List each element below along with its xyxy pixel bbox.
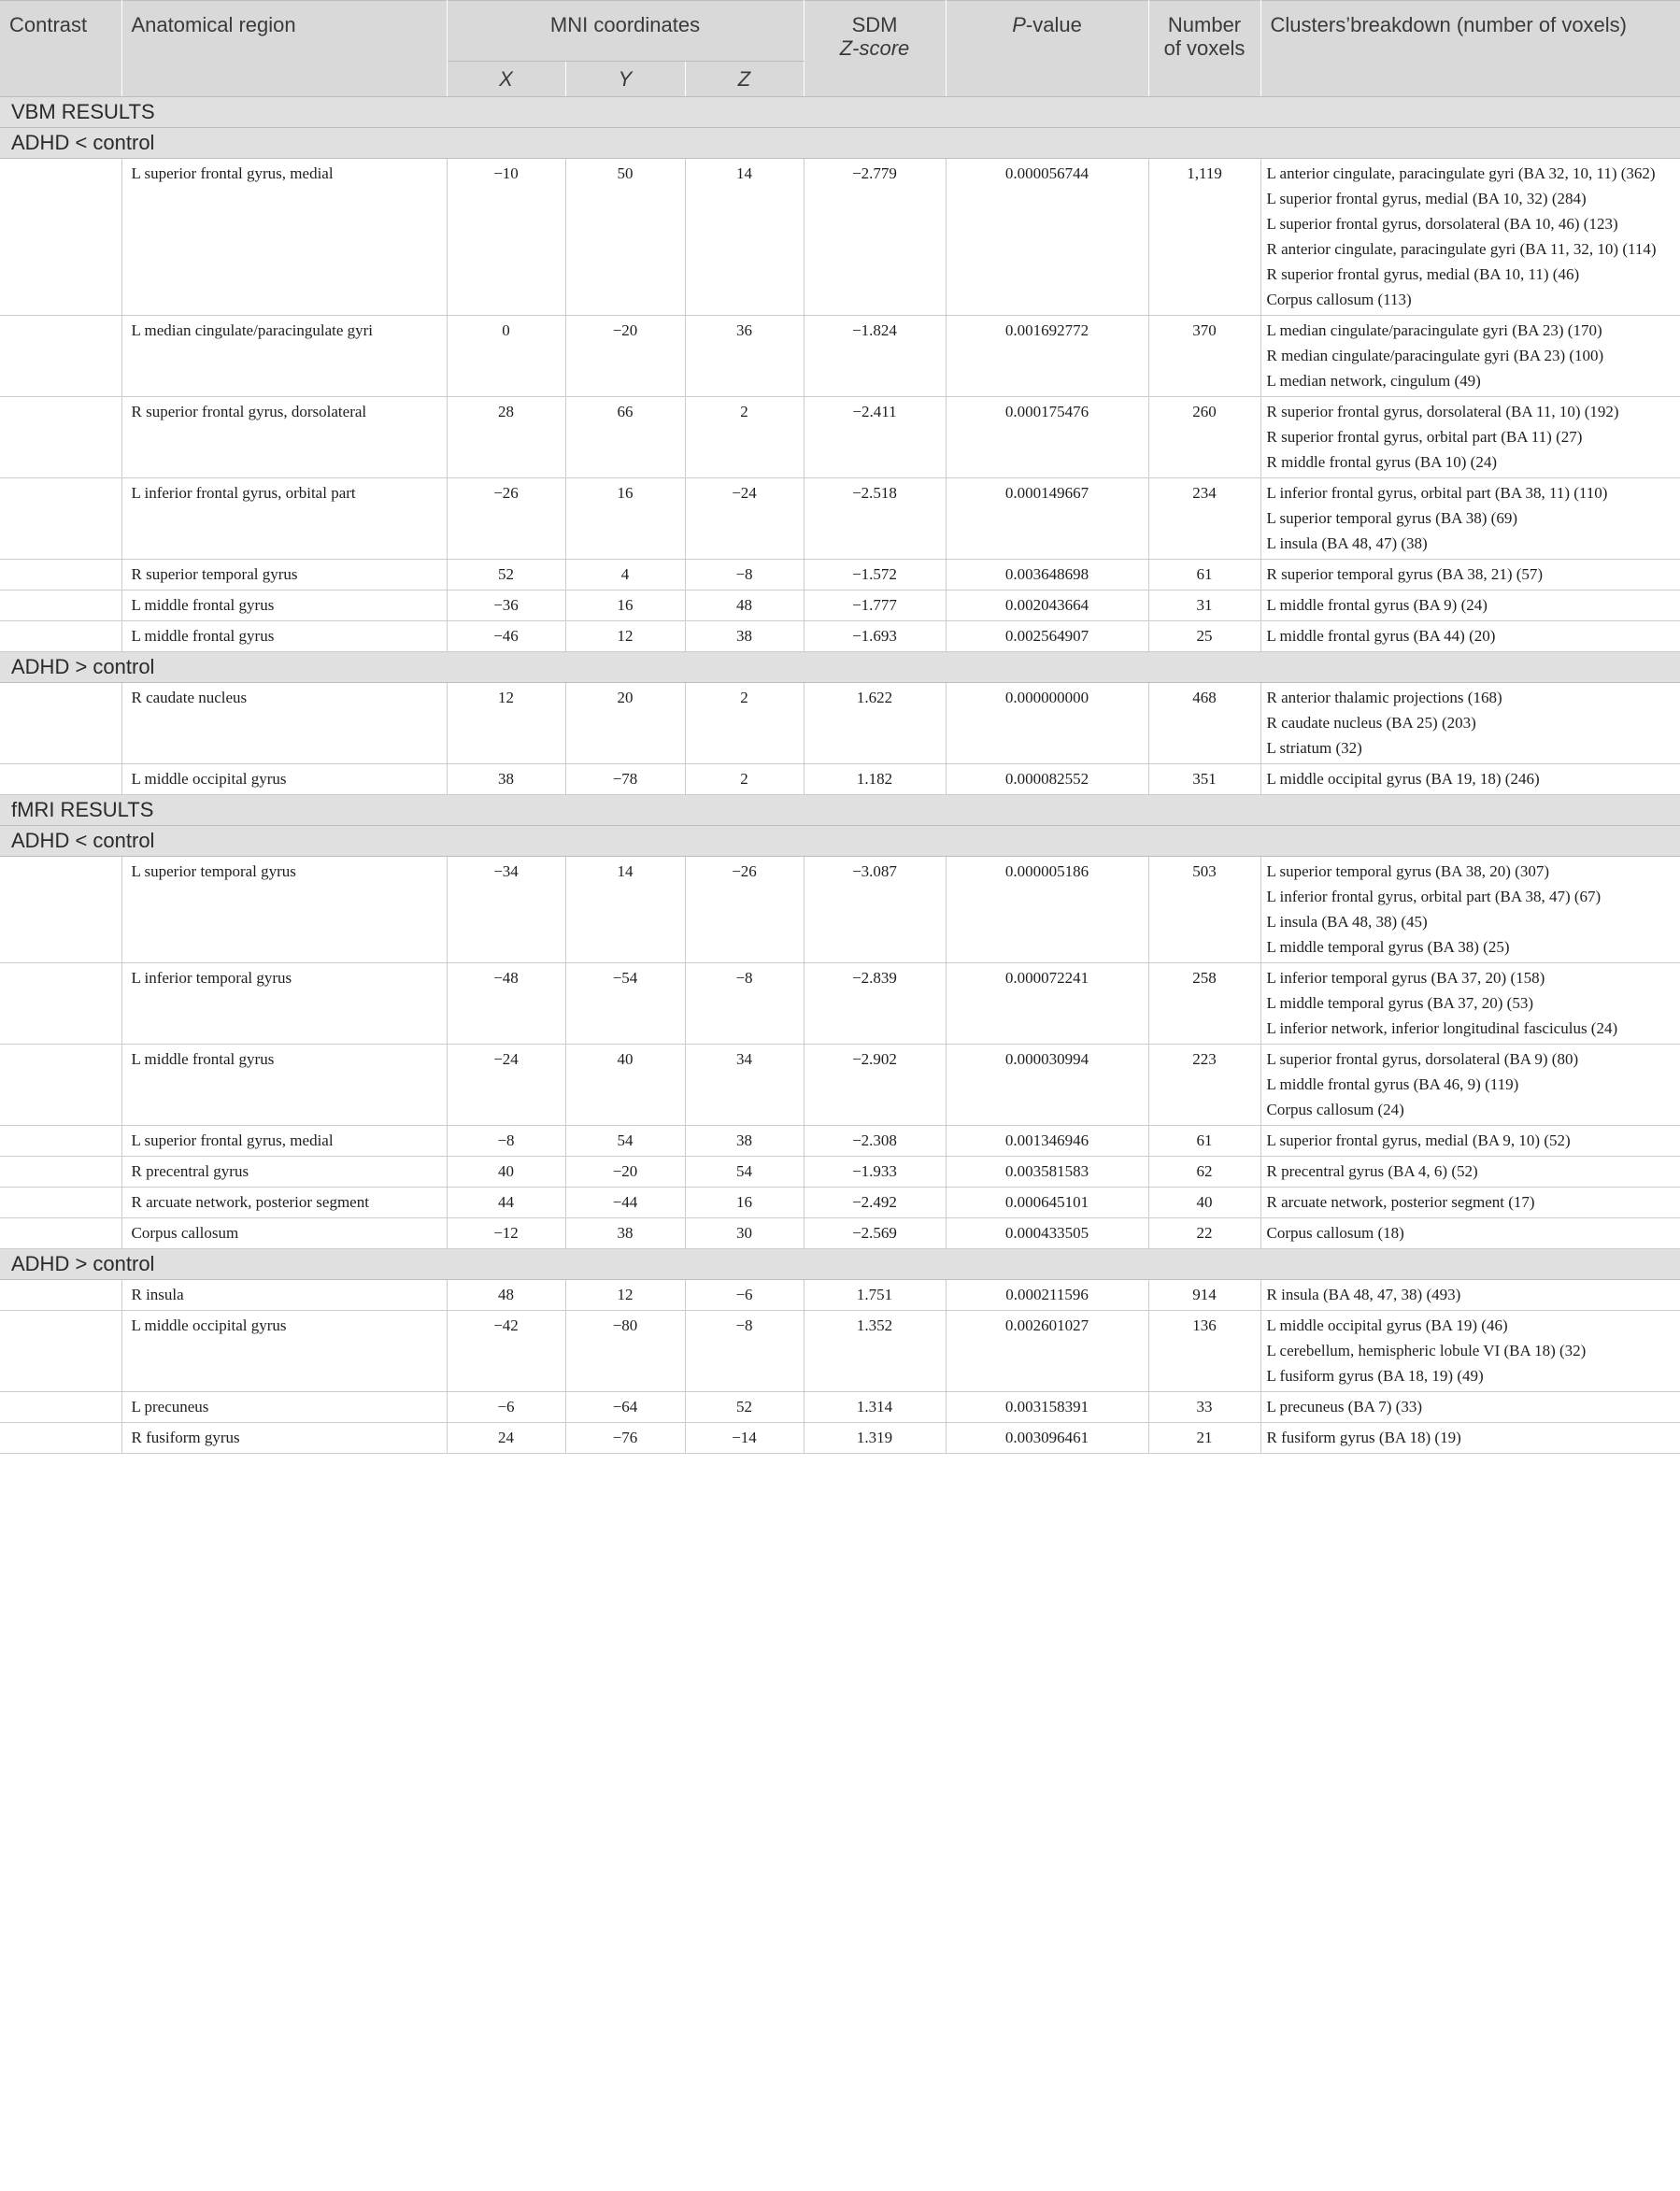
group-header [0, 652, 1680, 683]
header-sdm-z-score [804, 1, 946, 97]
cell-clusters-breakdown [1260, 764, 1680, 795]
group-header [0, 1249, 1680, 1280]
cell-anatomical-region: R arcuate network, posterior segment [121, 1188, 447, 1218]
cell-clusters-breakdown [1260, 590, 1680, 621]
cell-mni-y: −20 [565, 316, 685, 397]
cell-mni-y: −20 [565, 1157, 685, 1188]
cell-contrast [0, 1280, 121, 1311]
cell-anatomical-region: L superior frontal gyrus, medial [121, 159, 447, 316]
group-header [0, 826, 1680, 857]
cell-p-value: 0.000211596 [946, 1280, 1148, 1311]
cell-sdm-z-score: −2.902 [804, 1045, 946, 1126]
cell-contrast [0, 1392, 121, 1423]
breakdown-item: L median network, cingulum (49) [1266, 372, 1481, 390]
cell-mni-z: −8 [685, 963, 804, 1045]
table-row [0, 683, 1680, 764]
cell-mni-x: −42 [447, 1311, 565, 1392]
cell-mni-y: 16 [565, 478, 685, 560]
table-row [0, 857, 1680, 963]
cell-sdm-z-score: −2.492 [804, 1188, 946, 1218]
cell-p-value: 0.000030994 [946, 1045, 1148, 1126]
cell-mni-z: −24 [685, 478, 804, 560]
cell-p-value: 0.003648698 [946, 560, 1148, 590]
cell-mni-x: 0 [447, 316, 565, 397]
cell-number-of-voxels: 136 [1148, 1311, 1260, 1392]
breakdown-item: L precuneus (BA 7) (33) [1266, 1398, 1423, 1416]
table-row [0, 963, 1680, 1045]
cell-contrast [0, 397, 121, 478]
cell-clusters-breakdown [1260, 1218, 1680, 1249]
cell-contrast [0, 1188, 121, 1218]
cell-contrast [0, 1157, 121, 1188]
cell-number-of-voxels: 61 [1148, 560, 1260, 590]
section-header [0, 97, 1680, 128]
cell-number-of-voxels: 223 [1148, 1045, 1260, 1126]
cell-p-value: 0.000149667 [946, 478, 1148, 560]
header-y: Y [565, 62, 685, 97]
cell-contrast [0, 1218, 121, 1249]
breakdown-item: L cerebellum, hemispheric lobule VI (BA 18) (32) [1266, 1342, 1587, 1359]
header-z: Z [685, 62, 804, 97]
breakdown-item: Corpus callosum (24) [1266, 1101, 1404, 1118]
cell-mni-y: 40 [565, 1045, 685, 1126]
cell-mni-z: −8 [685, 560, 804, 590]
cell-contrast [0, 1126, 121, 1157]
table-row [0, 316, 1680, 397]
table-row [0, 1126, 1680, 1157]
cell-mni-x: −36 [447, 590, 565, 621]
breakdown-item: L superior temporal gyrus (BA 38) (69) [1266, 509, 1517, 527]
cell-mni-x: 38 [447, 764, 565, 795]
cell-clusters-breakdown [1260, 621, 1680, 652]
cell-contrast [0, 1311, 121, 1392]
cell-mni-x: 12 [447, 683, 565, 764]
cell-mni-z: 2 [685, 764, 804, 795]
breakdown-item: L superior frontal gyrus, dorsolateral (BA 9) (80) [1266, 1050, 1579, 1068]
cell-clusters-breakdown [1260, 1157, 1680, 1188]
header-sdm-line2: Z-score [839, 36, 910, 60]
table-header [0, 1, 1680, 97]
cell-mni-y: 16 [565, 590, 685, 621]
table-row [0, 1311, 1680, 1392]
cell-p-value: 0.003158391 [946, 1392, 1148, 1423]
cell-sdm-z-score: −1.933 [804, 1157, 946, 1188]
cell-mni-x: −24 [447, 1045, 565, 1126]
cell-mni-z: 2 [685, 683, 804, 764]
table-row [0, 1218, 1680, 1249]
cell-mni-z: −6 [685, 1280, 804, 1311]
cell-mni-y: −44 [565, 1188, 685, 1218]
cell-p-value: 0.001692772 [946, 316, 1148, 397]
cell-sdm-z-score: −1.777 [804, 590, 946, 621]
cell-mni-x: 40 [447, 1157, 565, 1188]
cell-clusters-breakdown [1260, 1045, 1680, 1126]
cell-contrast [0, 560, 121, 590]
cell-p-value: 0.002564907 [946, 621, 1148, 652]
header-p-italic: P [1012, 13, 1026, 36]
cell-anatomical-region: R insula [121, 1280, 447, 1311]
cell-anatomical-region: R caudate nucleus [121, 683, 447, 764]
cell-mni-y: −64 [565, 1392, 685, 1423]
cell-sdm-z-score: 1.751 [804, 1280, 946, 1311]
cell-anatomical-region: L middle occipital gyrus [121, 764, 447, 795]
cell-number-of-voxels: 40 [1148, 1188, 1260, 1218]
cell-p-value: 0.000056744 [946, 159, 1148, 316]
cell-mni-z: −14 [685, 1423, 804, 1454]
cell-number-of-voxels: 22 [1148, 1218, 1260, 1249]
cell-sdm-z-score: 1.622 [804, 683, 946, 764]
breakdown-item: R superior temporal gyrus (BA 38, 21) (57) [1266, 565, 1544, 583]
cell-sdm-z-score: −2.518 [804, 478, 946, 560]
breakdown-item: L middle occipital gyrus (BA 19, 18) (246) [1266, 770, 1540, 788]
cell-clusters-breakdown [1260, 683, 1680, 764]
cell-anatomical-region: R precentral gyrus [121, 1157, 447, 1188]
cell-sdm-z-score: −2.308 [804, 1126, 946, 1157]
cell-anatomical-region: L precuneus [121, 1392, 447, 1423]
table-body [0, 97, 1680, 1454]
breakdown-item: R arcuate network, posterior segment (17) [1266, 1193, 1535, 1211]
cell-clusters-breakdown [1260, 1423, 1680, 1454]
cell-number-of-voxels: 260 [1148, 397, 1260, 478]
breakdown-item: R median cingulate/paracingulate gyri (BA 23) (100) [1266, 347, 1604, 364]
cell-mni-x: 52 [447, 560, 565, 590]
cell-clusters-breakdown [1260, 316, 1680, 397]
cell-number-of-voxels: 351 [1148, 764, 1260, 795]
cell-mni-x: 48 [447, 1280, 565, 1311]
breakdown-item: R anterior cingulate, paracingulate gyri (BA 11, 32, 10) (114) [1266, 240, 1657, 258]
cell-mni-x: −46 [447, 621, 565, 652]
cell-p-value: 0.002601027 [946, 1311, 1148, 1392]
cell-mni-x: −10 [447, 159, 565, 316]
cell-mni-y: 12 [565, 621, 685, 652]
cell-contrast [0, 1045, 121, 1126]
cell-anatomical-region: L middle frontal gyrus [121, 621, 447, 652]
cell-mni-z: 16 [685, 1188, 804, 1218]
breakdown-item: L insula (BA 48, 38) (45) [1266, 913, 1428, 931]
cell-clusters-breakdown [1260, 478, 1680, 560]
cell-clusters-breakdown [1260, 1188, 1680, 1218]
cell-mni-y: −76 [565, 1423, 685, 1454]
header-mni-coordinates: MNI coordinates [447, 1, 804, 62]
cell-number-of-voxels: 503 [1148, 857, 1260, 963]
breakdown-item: L inferior network, inferior longitudinal fasciculus (24) [1266, 1019, 1618, 1037]
cell-contrast [0, 159, 121, 316]
table-row [0, 397, 1680, 478]
cell-clusters-breakdown [1260, 560, 1680, 590]
breakdown-item: Corpus callosum (18) [1266, 1224, 1404, 1242]
cell-sdm-z-score: 1.182 [804, 764, 946, 795]
breakdown-item: L middle occipital gyrus (BA 19) (46) [1266, 1316, 1508, 1334]
breakdown-item: R precentral gyrus (BA 4, 6) (52) [1266, 1162, 1478, 1180]
cell-anatomical-region: L inferior frontal gyrus, orbital part [121, 478, 447, 560]
cell-p-value: 0.000000000 [946, 683, 1148, 764]
section-title: VBM RESULTS [0, 97, 1680, 128]
breakdown-item: L middle frontal gyrus (BA 44) (20) [1266, 627, 1496, 645]
cell-p-value: 0.003581583 [946, 1157, 1148, 1188]
group-header [0, 128, 1680, 159]
group-title: ADHD < control [0, 826, 1680, 857]
cell-anatomical-region: L median cingulate/paracingulate gyri [121, 316, 447, 397]
cell-mni-z: −26 [685, 857, 804, 963]
cell-clusters-breakdown [1260, 1126, 1680, 1157]
cell-mni-x: −6 [447, 1392, 565, 1423]
cell-mni-x: −34 [447, 857, 565, 963]
breakdown-item: L inferior frontal gyrus, orbital part (BA 38, 47) (67) [1266, 888, 1602, 905]
cell-mni-z: 34 [685, 1045, 804, 1126]
breakdown-item: Corpus callosum (113) [1266, 291, 1412, 308]
cell-mni-y: −78 [565, 764, 685, 795]
group-title: ADHD > control [0, 1249, 1680, 1280]
cell-anatomical-region: L middle occipital gyrus [121, 1311, 447, 1392]
breakdown-item: L middle temporal gyrus (BA 37, 20) (53) [1266, 994, 1534, 1012]
cell-sdm-z-score: −3.087 [804, 857, 946, 963]
breakdown-item: L middle frontal gyrus (BA 9) (24) [1266, 596, 1488, 614]
cell-mni-z: 2 [685, 397, 804, 478]
breakdown-item: L superior frontal gyrus, medial (BA 9, 10) (52) [1266, 1131, 1571, 1149]
section-header [0, 795, 1680, 826]
cell-number-of-voxels: 33 [1148, 1392, 1260, 1423]
cell-mni-z: 36 [685, 316, 804, 397]
cell-mni-y: 12 [565, 1280, 685, 1311]
cell-clusters-breakdown [1260, 397, 1680, 478]
cell-mni-y: −80 [565, 1311, 685, 1392]
cell-anatomical-region: L superior temporal gyrus [121, 857, 447, 963]
cell-mni-z: 14 [685, 159, 804, 316]
cell-mni-x: −8 [447, 1126, 565, 1157]
cell-mni-y: 50 [565, 159, 685, 316]
cell-clusters-breakdown [1260, 1392, 1680, 1423]
section-title: fMRI RESULTS [0, 795, 1680, 826]
cell-anatomical-region: L superior frontal gyrus, medial [121, 1126, 447, 1157]
cell-sdm-z-score: −2.569 [804, 1218, 946, 1249]
cell-anatomical-region: R superior frontal gyrus, dorsolateral [121, 397, 447, 478]
cell-mni-y: 66 [565, 397, 685, 478]
breakdown-item: R insula (BA 48, 47, 38) (493) [1266, 1286, 1461, 1303]
cell-number-of-voxels: 914 [1148, 1280, 1260, 1311]
table-row [0, 560, 1680, 590]
breakdown-item: L anterior cingulate, paracingulate gyri (BA 32, 10, 11) (362) [1266, 164, 1656, 182]
header-anatomical-region: Anatomical region [121, 1, 447, 97]
cell-anatomical-region: L inferior temporal gyrus [121, 963, 447, 1045]
breakdown-item: R superior frontal gyrus, medial (BA 10, 11) (46) [1266, 265, 1580, 283]
cell-anatomical-region: R superior temporal gyrus [121, 560, 447, 590]
breakdown-item: R caudate nucleus (BA 25) (203) [1266, 714, 1476, 732]
breakdown-item: L striatum (32) [1266, 739, 1362, 757]
cell-clusters-breakdown [1260, 1311, 1680, 1392]
breakdown-item: R superior frontal gyrus, orbital part (BA 11) (27) [1266, 428, 1583, 446]
cell-mni-z: 38 [685, 621, 804, 652]
cell-contrast [0, 590, 121, 621]
cell-p-value: 0.000645101 [946, 1188, 1148, 1218]
cell-clusters-breakdown [1260, 1280, 1680, 1311]
cell-mni-y: −54 [565, 963, 685, 1045]
breakdown-item: L inferior frontal gyrus, orbital part (BA 38, 11) (110) [1266, 484, 1608, 502]
cell-mni-y: 4 [565, 560, 685, 590]
cell-mni-x: 24 [447, 1423, 565, 1454]
cell-mni-x: −12 [447, 1218, 565, 1249]
cell-contrast [0, 857, 121, 963]
cell-sdm-z-score: 1.314 [804, 1392, 946, 1423]
cell-contrast [0, 478, 121, 560]
group-title: ADHD > control [0, 652, 1680, 683]
cell-mni-y: 20 [565, 683, 685, 764]
cell-p-value: 0.000082552 [946, 764, 1148, 795]
cell-number-of-voxels: 258 [1148, 963, 1260, 1045]
table-row [0, 764, 1680, 795]
cell-number-of-voxels: 468 [1148, 683, 1260, 764]
cell-mni-z: −8 [685, 1311, 804, 1392]
cell-mni-y: 14 [565, 857, 685, 963]
cell-contrast [0, 963, 121, 1045]
cell-mni-z: 38 [685, 1126, 804, 1157]
cell-number-of-voxels: 234 [1148, 478, 1260, 560]
cell-mni-y: 38 [565, 1218, 685, 1249]
cell-mni-z: 54 [685, 1157, 804, 1188]
breakdown-item: R superior frontal gyrus, dorsolateral (BA 11, 10) (192) [1266, 403, 1619, 420]
cell-mni-x: −48 [447, 963, 565, 1045]
cell-p-value: 0.000175476 [946, 397, 1148, 478]
table-row [0, 1392, 1680, 1423]
breakdown-item: L superior frontal gyrus, medial (BA 10, 32) (284) [1266, 190, 1587, 207]
table-row [0, 590, 1680, 621]
cell-anatomical-region: Corpus callosum [121, 1218, 447, 1249]
breakdown-item: L middle temporal gyrus (BA 38) (25) [1266, 938, 1510, 956]
cell-mni-x: −26 [447, 478, 565, 560]
cell-sdm-z-score: −1.572 [804, 560, 946, 590]
header-clusters-breakdown: Clusters’breakdown (number of voxels) [1260, 1, 1680, 97]
cell-contrast [0, 1423, 121, 1454]
breakdown-item: L median cingulate/paracingulate gyri (BA 23) (170) [1266, 321, 1602, 339]
breakdown-item: L insula (BA 48, 47) (38) [1266, 534, 1428, 552]
cell-sdm-z-score: −2.839 [804, 963, 946, 1045]
cell-contrast [0, 621, 121, 652]
cell-number-of-voxels: 61 [1148, 1126, 1260, 1157]
cell-p-value: 0.000433505 [946, 1218, 1148, 1249]
breakdown-item: L inferior temporal gyrus (BA 37, 20) (158) [1266, 969, 1545, 987]
cell-sdm-z-score: −1.824 [804, 316, 946, 397]
group-title: ADHD < control [0, 128, 1680, 159]
header-p-value [946, 1, 1148, 97]
cell-number-of-voxels: 21 [1148, 1423, 1260, 1454]
cell-contrast [0, 316, 121, 397]
cell-number-of-voxels: 25 [1148, 621, 1260, 652]
cell-p-value: 0.003096461 [946, 1423, 1148, 1454]
breakdown-item: L superior temporal gyrus (BA 38, 20) (307) [1266, 862, 1549, 880]
cell-sdm-z-score: 1.352 [804, 1311, 946, 1392]
header-x: X [447, 62, 565, 97]
cell-p-value: 0.002043664 [946, 590, 1148, 621]
cell-sdm-z-score: −1.693 [804, 621, 946, 652]
cell-mni-z: 52 [685, 1392, 804, 1423]
breakdown-item: R fusiform gyrus (BA 18) (19) [1266, 1429, 1461, 1446]
cell-anatomical-region: L middle frontal gyrus [121, 1045, 447, 1126]
cell-clusters-breakdown [1260, 963, 1680, 1045]
breakdown-item: L superior frontal gyrus, dorsolateral (BA 10, 46) (123) [1266, 215, 1618, 233]
cell-number-of-voxels: 1,119 [1148, 159, 1260, 316]
header-contrast: Contrast [0, 1, 121, 97]
table-row [0, 478, 1680, 560]
cell-mni-x: 28 [447, 397, 565, 478]
cell-p-value: 0.000005186 [946, 857, 1148, 963]
cell-mni-y: 54 [565, 1126, 685, 1157]
cell-p-value: 0.001346946 [946, 1126, 1148, 1157]
cell-anatomical-region: R fusiform gyrus [121, 1423, 447, 1454]
cell-sdm-z-score: 1.319 [804, 1423, 946, 1454]
cell-mni-z: 30 [685, 1218, 804, 1249]
header-p-rest: -value [1025, 13, 1082, 36]
header-number-of-voxels: Number of voxels [1148, 1, 1260, 97]
table-row [0, 1423, 1680, 1454]
breakdown-item: L middle frontal gyrus (BA 46, 9) (119) [1266, 1075, 1519, 1093]
breakdown-item: L fusiform gyrus (BA 18, 19) (49) [1266, 1367, 1484, 1385]
cell-number-of-voxels: 62 [1148, 1157, 1260, 1188]
table-row [0, 621, 1680, 652]
table-row [0, 1280, 1680, 1311]
table-row [0, 159, 1680, 316]
cell-mni-x: 44 [447, 1188, 565, 1218]
cell-p-value: 0.000072241 [946, 963, 1148, 1045]
cell-number-of-voxels: 370 [1148, 316, 1260, 397]
cell-clusters-breakdown [1260, 159, 1680, 316]
cell-clusters-breakdown [1260, 857, 1680, 963]
cell-number-of-voxels: 31 [1148, 590, 1260, 621]
cell-sdm-z-score: −2.411 [804, 397, 946, 478]
cell-contrast [0, 764, 121, 795]
table-row [0, 1157, 1680, 1188]
breakdown-item: R middle frontal gyrus (BA 10) (24) [1266, 453, 1497, 471]
cell-mni-z: 48 [685, 590, 804, 621]
table-row [0, 1188, 1680, 1218]
cell-sdm-z-score: −2.779 [804, 159, 946, 316]
cell-contrast [0, 683, 121, 764]
header-sdm-line1: SDM [851, 13, 898, 36]
table-row [0, 1045, 1680, 1126]
breakdown-item: R anterior thalamic projections (168) [1266, 689, 1502, 706]
cell-anatomical-region: L middle frontal gyrus [121, 590, 447, 621]
